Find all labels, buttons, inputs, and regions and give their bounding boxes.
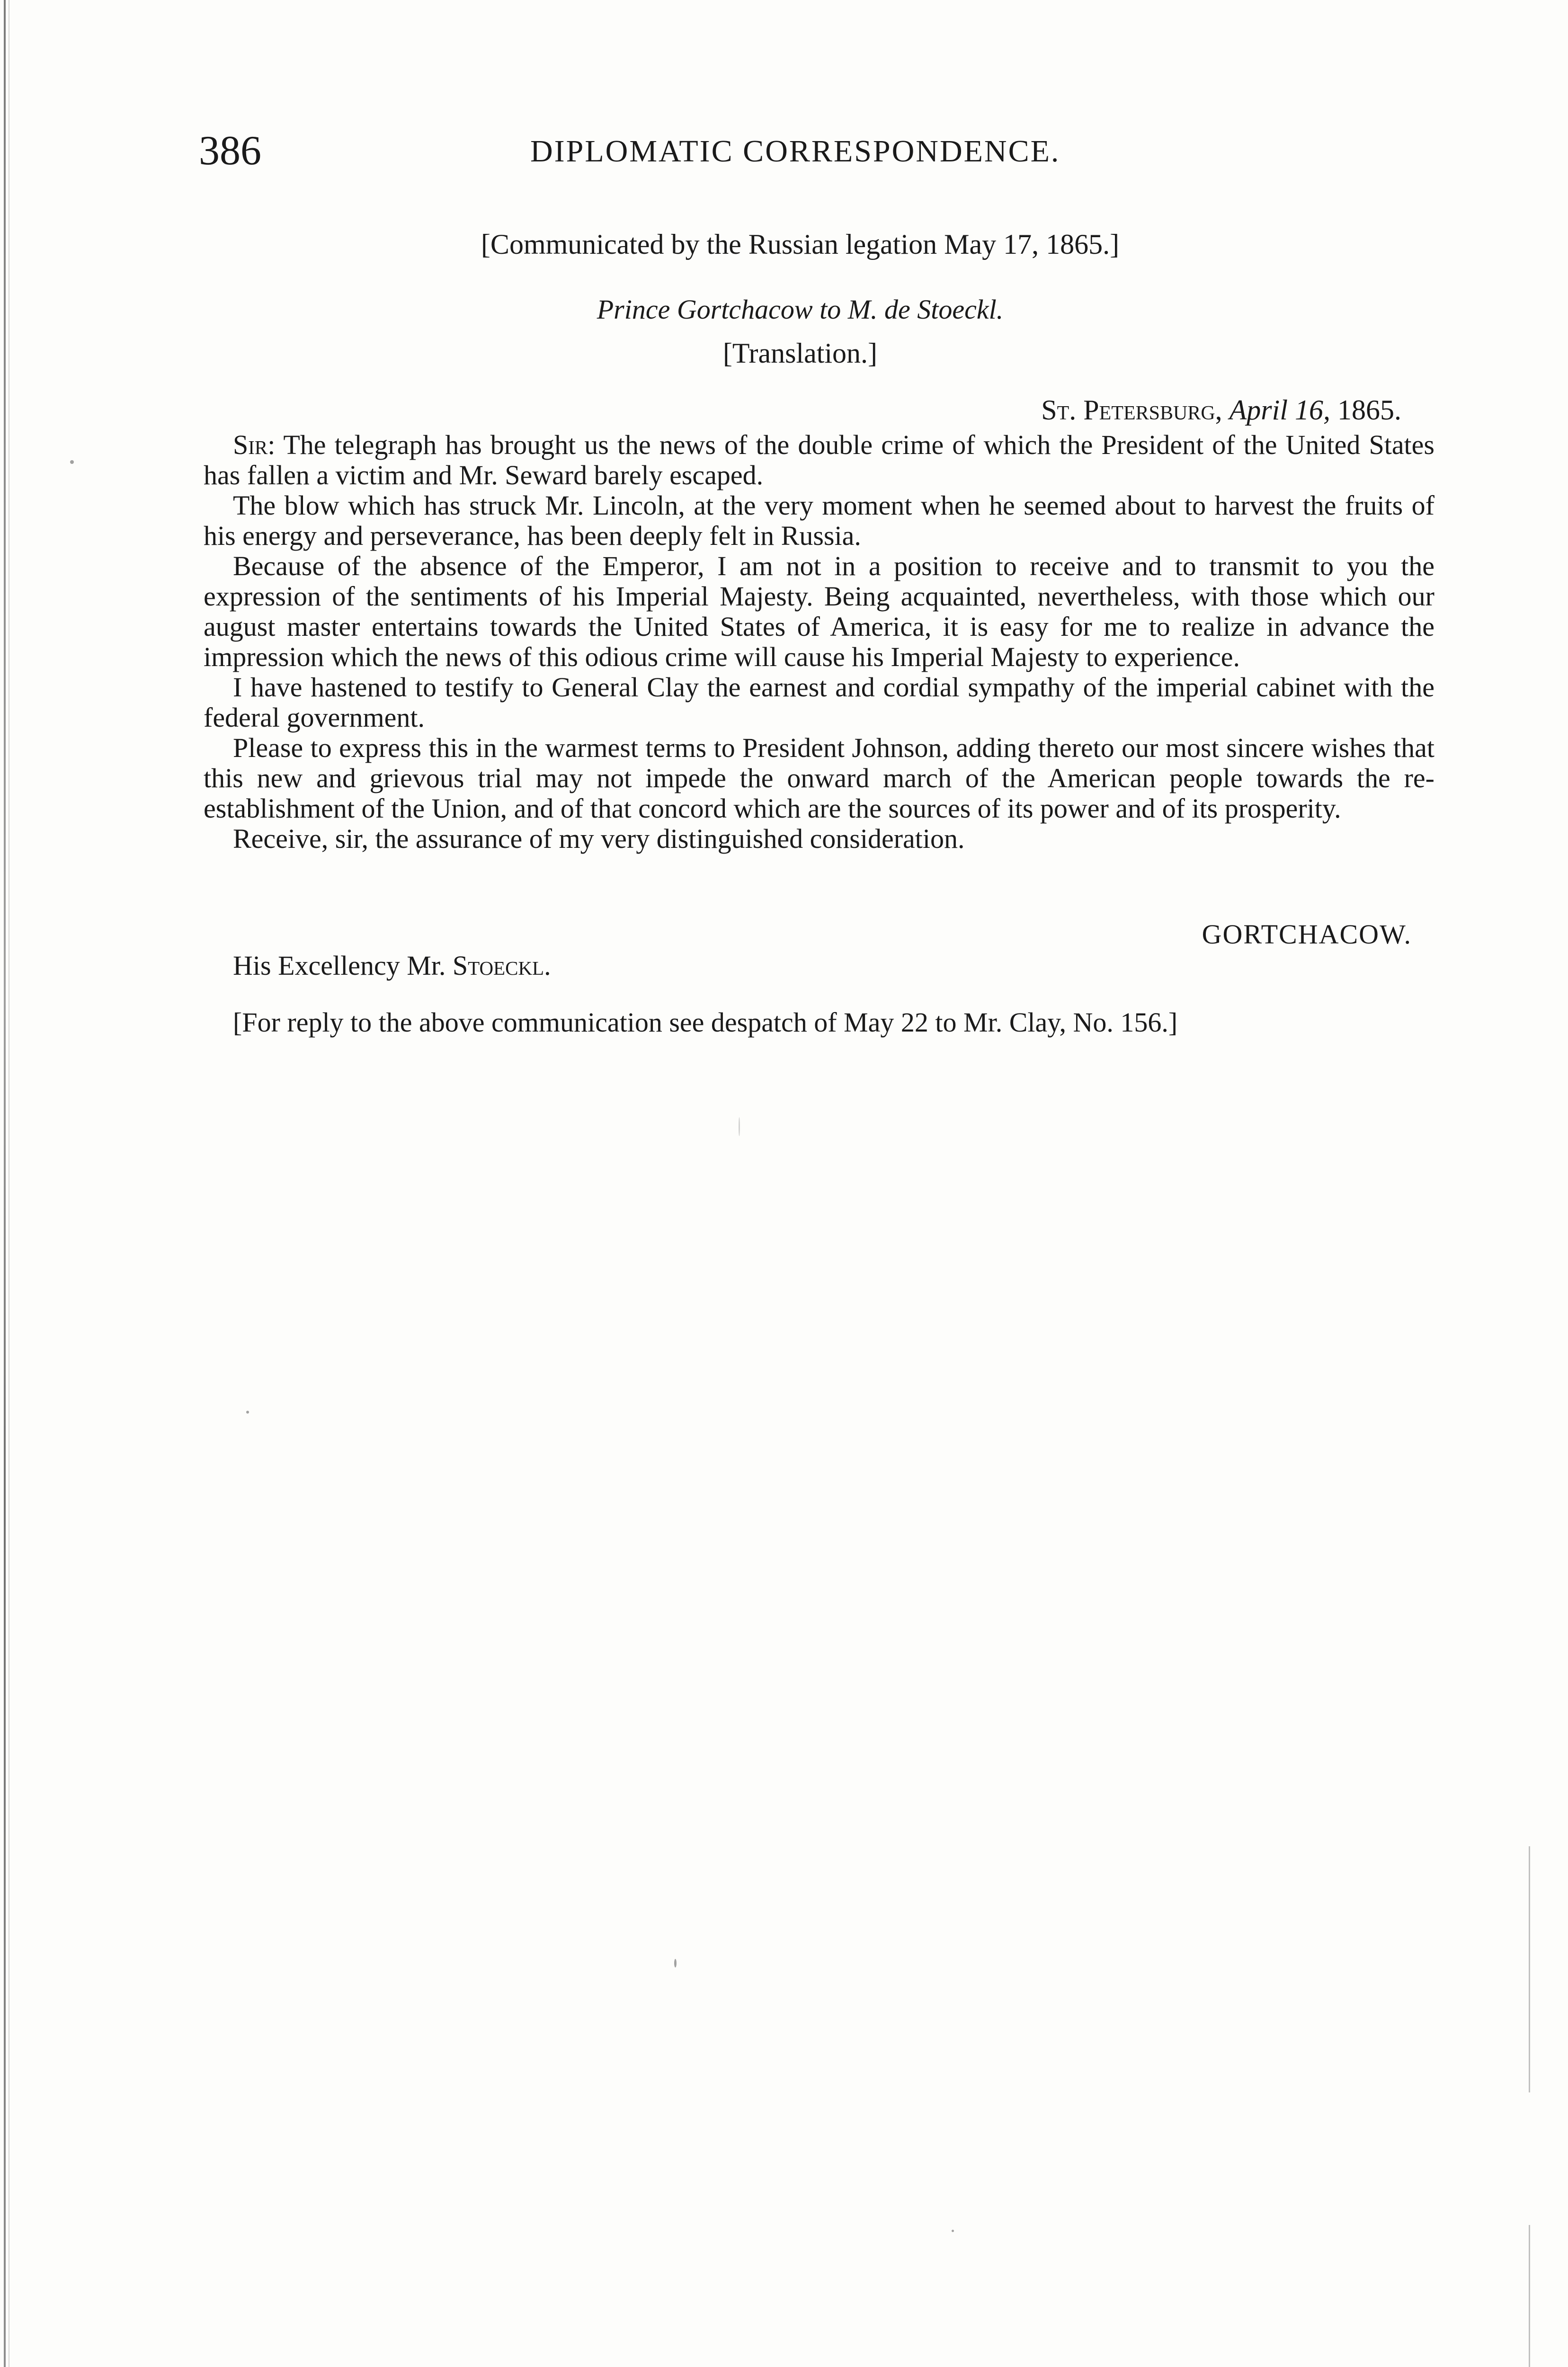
letter-addressee: Prince Gortchacow to M. de Stoeckl. <box>597 294 1004 325</box>
communicated-note: [Communicated by the Russian legation May 17, 1865.] <box>481 229 1120 260</box>
reply-note: [For reply to the above communication see despatch of May 22 to Mr. Clay, No. 156.] <box>233 1007 1178 1038</box>
scan-speck <box>674 1959 677 1967</box>
paragraph <box>204 430 1434 490</box>
month-day: April 16, <box>1229 394 1330 426</box>
translation-note: [Translation.] <box>722 338 878 369</box>
recipient-name: Stoeckl. <box>452 950 551 981</box>
scan-speck <box>246 1411 249 1414</box>
running-head: DIPLOMATIC CORRESPONDENCE. <box>530 134 1060 169</box>
recipient-prefix: His Excellency Mr. <box>233 950 446 981</box>
paragraph: I have hastened to testify to General Clay the earnest and cordial sympathy of the imperial cabinet with the federal government. <box>204 672 1434 733</box>
paragraph: The blow which has struck Mr. Lincoln, at the very moment when he seemed about to harvest the fruits of his energy and perseverance, has been deeply felt in Russia. <box>204 490 1434 551</box>
salutation: Sir <box>233 429 268 460</box>
page-header <box>199 127 1401 179</box>
year: 1865. <box>1337 394 1401 426</box>
letter-body <box>204 430 1434 854</box>
paragraph: Receive, sir, the assurance of my very distinguished consideration. <box>233 823 965 854</box>
scan-edge-mark <box>1529 2225 1530 2367</box>
paragraph: Please to express this in the warmest terms to President Johnson, adding thereto our most sincere wishes that this new and grievous trial may not impede the onward march of the American people towards the re-establishment of the Union, and of that concord which are the sources of its power and of its prosperity. <box>204 732 1434 824</box>
paragraph: Because of the absence of the Emperor, I am not in a position to receive and to transmit to you the expression of the sentiments of his Imperial Majesty. Being acquainted, nevertheless, with those which our august master entertains towards the United States of America, it is easy for me to realize in advance the impression which the news of this odious crime will cause his Imperial Majesty to experience. <box>204 551 1434 672</box>
place: St. Petersburg, <box>1041 394 1222 426</box>
recipient-line <box>233 950 551 981</box>
scan-speck <box>952 2230 954 2232</box>
place-date-line <box>1041 394 1401 427</box>
scan-edge-line <box>4 0 6 2367</box>
scan-speck <box>70 460 74 464</box>
paragraph-text: : The telegraph has brought us the news of the double crime of which the President of the United States has fallen a victim and Mr. Seward barely escaped. <box>204 429 1434 490</box>
page-number: 386 <box>199 128 261 174</box>
signature: GORTCHACOW. <box>1202 919 1412 950</box>
scan-edge-mark <box>1529 1846 1530 2092</box>
scan-speck <box>739 1117 740 1136</box>
